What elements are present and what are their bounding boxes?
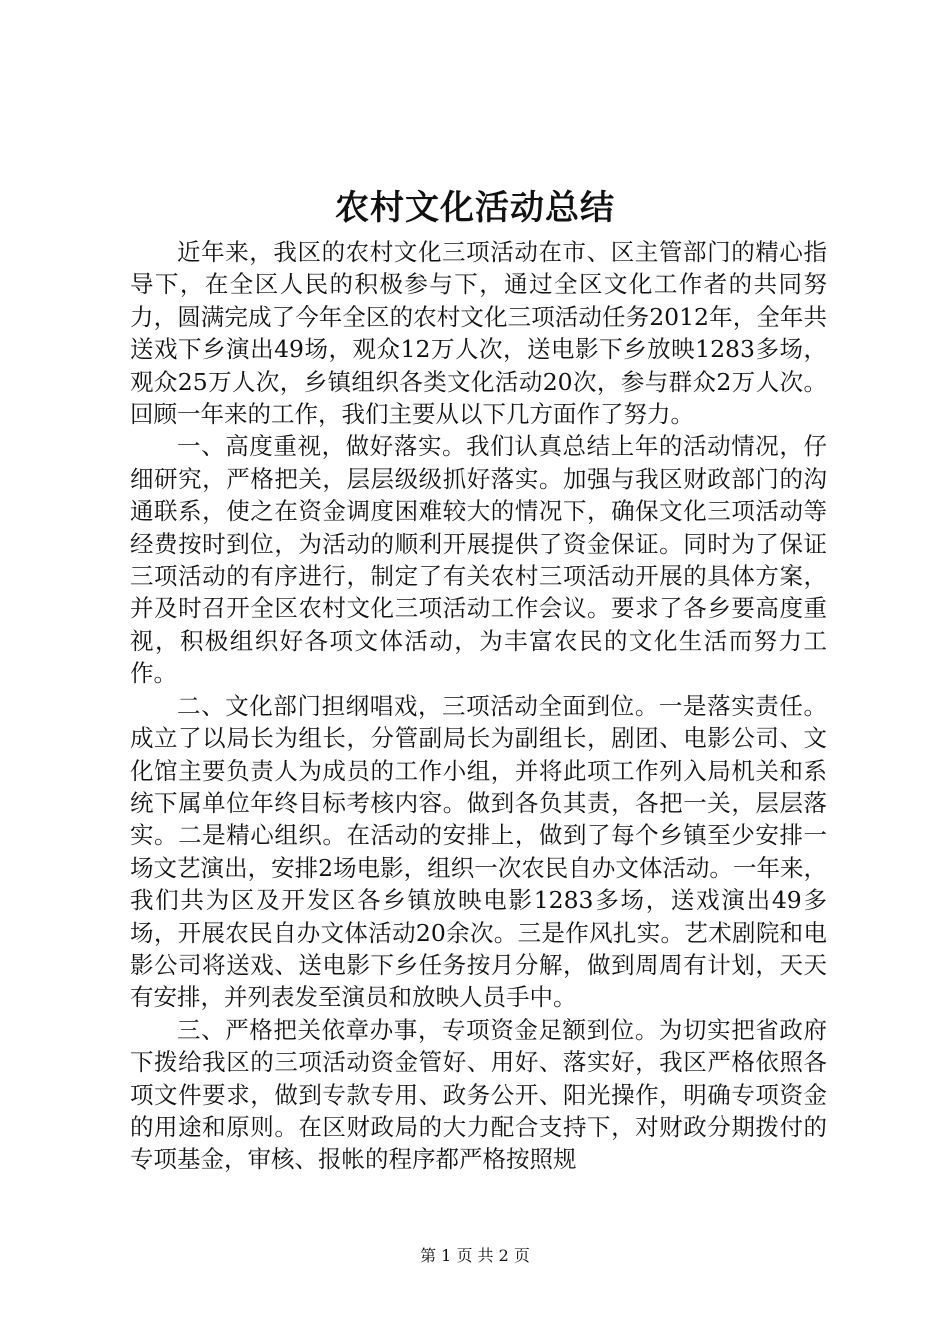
paragraph-intro: 近年来，我区的农村文化三项活动在市、区主管部门的精心指导下，在全区人民的积极参与下，通过全区文化工作者的共同努力，圆满完成了今年全区的农村文化三项活动任务2012年，全年共送戏下乡演出49场，观众12万人次，送电影下乡放映1283多场，观众25万人次，乡镇组织各类文化活动20次，参与群众2万人次。回顾一年来的工作，我们主要从以下几方面作了努力。 [130,238,827,429]
document-body [130,236,827,1176]
paragraph-section-1: 一、高度重视，做好落实。我们认真总结上年的活动情况，仔细研究，严格把关，层层级级抓好落实。加强与我区财政部门的沟通联系，使之在资金调度困难较大的情况下，确保文化三项活动等经费按时到位，为活动的顺利开展提供了资金保证。同时为了保证三项活动的有序进行，制定了有关农村三项活动开展的具体方案，并及时召开全区农村文化三项活动工作会议。要求了各乡要高度重视，积极组织好各项文体活动，为丰富农民的文化生活而努力工作。 [130,432,827,688]
paragraph-section-3: 三、严格把关依章办事，专项资金足额到位。为切实把省政府下拨给我区的三项活动资金管好、用好、落实好，我区严格依照各项文件要求，做到专款专用、政务公开、阳光操作，明确专项资金的用途和原则。在区财政局的大力配合支持下，对财政分期拨付的专项基金，审核、报帐的程序都严格按照规 [130,1015,827,1174]
paragraph-section-2: 二、文化部门担纲唱戏，三项活动全面到位。一是落实责任。成立了以局长为组长，分管副局长为副组长，剧团、电影公司、文化馆主要负责人为成员的工作小组，并将此项工作列入局机关和系统下属单位年终目标考核内容。做到各负其责，各把一关，层层落实。二是精心组织。在活动的安排上，做到了每个乡镇至少安排一场文艺演出，安排2场电影，组织一次农民自办文体活动。一年来，我们共为区及开发区各乡镇放映电影1283多场，送戏演出49多场，开展农民自办文体活动20余次。三是作风扎实。艺术剧院和电影公司将送戏、送电影下乡任务按月分解，做到周周有计划，天天有安排，并列表发至演员和放映人员手中。 [130,691,827,1012]
document-title: 农村文化活动总结 [335,188,615,228]
page-footer: 第 1 页 共 2 页 [420,1246,530,1265]
